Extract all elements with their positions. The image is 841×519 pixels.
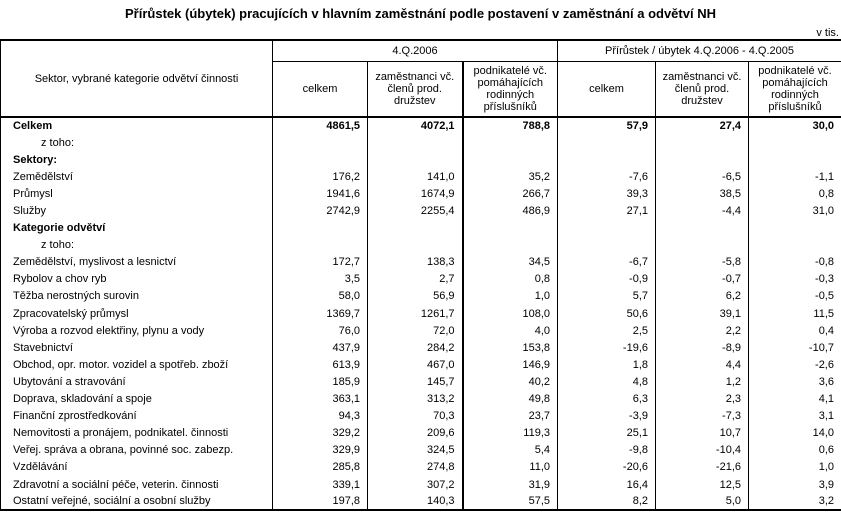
cell-value: 5,7 bbox=[558, 288, 656, 305]
cell-value: 1,2 bbox=[656, 373, 749, 390]
cell-value: 339,1 bbox=[273, 476, 368, 493]
row-label: Služby bbox=[13, 205, 47, 218]
cell-value: 613,9 bbox=[273, 356, 368, 373]
cell-value: 274,8 bbox=[368, 459, 463, 476]
table-row bbox=[1, 151, 841, 168]
table-row bbox=[1, 391, 841, 408]
cell-value bbox=[273, 134, 368, 151]
cell-value: 23,7 bbox=[463, 408, 558, 425]
cell-value: 56,9 bbox=[368, 288, 463, 305]
table-row bbox=[1, 288, 841, 305]
cell-value: -21,6 bbox=[656, 459, 749, 476]
cell-value bbox=[656, 220, 749, 237]
cell-value: 140,3 bbox=[368, 493, 463, 510]
row-header-cell: Sektor, vybrané kategorie odvětví činnosti bbox=[1, 40, 273, 117]
cell-value: 27,4 bbox=[656, 117, 749, 134]
cell-value: 138,3 bbox=[368, 254, 463, 271]
cell-value: 25,1 bbox=[558, 425, 656, 442]
cell-value: 5,4 bbox=[463, 442, 558, 459]
cell-value: 57,5 bbox=[463, 493, 558, 510]
cell-value: 176,2 bbox=[273, 168, 368, 185]
cell-value: 486,9 bbox=[463, 202, 558, 219]
cell-value: 39,3 bbox=[558, 185, 656, 202]
cell-value: 94,3 bbox=[273, 408, 368, 425]
table-row bbox=[1, 322, 841, 339]
table-row bbox=[1, 254, 841, 271]
cell-value: -19,6 bbox=[558, 339, 656, 356]
cell-value bbox=[558, 134, 656, 151]
cell-value bbox=[558, 151, 656, 168]
row-label: Veřej. správa a obrana, povinné soc. zabezp. bbox=[13, 444, 234, 457]
row-label: Zemědělství bbox=[13, 170, 73, 183]
cell-value: -20,6 bbox=[558, 459, 656, 476]
cell-value bbox=[656, 134, 749, 151]
row-label: z toho: bbox=[41, 136, 75, 149]
cell-value bbox=[749, 220, 841, 237]
unit-note: v tis. bbox=[816, 27, 839, 39]
row-label: z toho: bbox=[41, 239, 75, 252]
row-label: Ostatní veřejné, sociální a osobní služby bbox=[13, 495, 211, 508]
cell-value: 1261,7 bbox=[368, 305, 463, 322]
table-body bbox=[1, 117, 841, 510]
cell-value: 788,8 bbox=[463, 117, 558, 134]
cell-value: -10,4 bbox=[656, 442, 749, 459]
cell-value: 119,3 bbox=[463, 425, 558, 442]
cell-value: 329,9 bbox=[273, 442, 368, 459]
cell-value: -0,3 bbox=[749, 271, 841, 288]
cell-value: 3,2 bbox=[749, 493, 841, 510]
cell-value bbox=[368, 220, 463, 237]
cell-value: 141,0 bbox=[368, 168, 463, 185]
row-label: Těžba nerostných surovin bbox=[13, 290, 139, 303]
cell-value: 2,2 bbox=[656, 322, 749, 339]
cell-value bbox=[558, 220, 656, 237]
cell-value bbox=[273, 151, 368, 168]
cell-value: 5,0 bbox=[656, 493, 749, 510]
cell-value: 467,0 bbox=[368, 356, 463, 373]
cell-value: 307,2 bbox=[368, 476, 463, 493]
table-header bbox=[1, 40, 841, 117]
row-label: Zpracovatelský průmysl bbox=[13, 307, 129, 320]
cell-value bbox=[749, 134, 841, 151]
row-label: Nemovitosti a pronájem, podnikatel. činnosti bbox=[13, 427, 229, 440]
cell-value: -7,6 bbox=[558, 168, 656, 185]
cell-value: 4861,5 bbox=[273, 117, 368, 134]
table-row bbox=[1, 476, 841, 493]
table-row bbox=[1, 220, 841, 237]
cell-value: 1,0 bbox=[749, 459, 841, 476]
cell-value: 0,6 bbox=[749, 442, 841, 459]
cell-value: 0,8 bbox=[463, 271, 558, 288]
sub-header-total: celkem bbox=[558, 61, 656, 117]
cell-value: 1,8 bbox=[558, 356, 656, 373]
cell-value: -7,3 bbox=[656, 408, 749, 425]
cell-value: -0,9 bbox=[558, 271, 656, 288]
cell-value: -10,7 bbox=[749, 339, 841, 356]
row-label: Doprava, skladování a spoje bbox=[13, 393, 152, 406]
page-title: Přírůstek (úbytek) pracujících v hlavním zaměstnání podle postavení v zaměstnání a odvětví NH bbox=[125, 6, 716, 21]
row-label: Finanční zprostředkování bbox=[13, 410, 137, 423]
cell-value bbox=[749, 151, 841, 168]
table-row bbox=[1, 202, 841, 219]
table-row bbox=[1, 168, 841, 185]
cell-value: 76,0 bbox=[273, 322, 368, 339]
cell-value: 324,5 bbox=[368, 442, 463, 459]
cell-value: 1369,7 bbox=[273, 305, 368, 322]
cell-value: 313,2 bbox=[368, 391, 463, 408]
row-label: Sektory: bbox=[13, 153, 58, 166]
cell-value: -9,8 bbox=[558, 442, 656, 459]
cell-value: 0,4 bbox=[749, 322, 841, 339]
cell-value: 31,9 bbox=[463, 476, 558, 493]
cell-value: -3,9 bbox=[558, 408, 656, 425]
group-header-change: Přírůstek / úbytek 4.Q.2006 - 4.Q.2005 bbox=[558, 40, 841, 61]
cell-value: 2255,4 bbox=[368, 202, 463, 219]
cell-value: 146,9 bbox=[463, 356, 558, 373]
cell-value: 6,2 bbox=[656, 288, 749, 305]
cell-value: 2,3 bbox=[656, 391, 749, 408]
cell-value: -8,9 bbox=[656, 339, 749, 356]
table-row bbox=[1, 425, 841, 442]
cell-value bbox=[368, 151, 463, 168]
row-label: Kategorie odvětví bbox=[13, 222, 106, 235]
cell-value: 363,1 bbox=[273, 391, 368, 408]
cell-value: -1,1 bbox=[749, 168, 841, 185]
table-row bbox=[1, 271, 841, 288]
table-row bbox=[1, 237, 841, 254]
row-label: Průmysl bbox=[13, 187, 53, 200]
cell-value bbox=[558, 237, 656, 254]
cell-value: 8,2 bbox=[558, 493, 656, 510]
row-label: Rybolov a chov ryb bbox=[13, 273, 107, 286]
cell-value: 0,8 bbox=[749, 185, 841, 202]
cell-value: 10,7 bbox=[656, 425, 749, 442]
cell-value: 39,1 bbox=[656, 305, 749, 322]
cell-value bbox=[463, 151, 558, 168]
table-row bbox=[1, 442, 841, 459]
cell-value: 2,7 bbox=[368, 271, 463, 288]
cell-value: 40,2 bbox=[463, 373, 558, 390]
data-table bbox=[0, 39, 841, 511]
cell-value: 16,4 bbox=[558, 476, 656, 493]
cell-value: 6,3 bbox=[558, 391, 656, 408]
sub-header-entrepreneurs: podnikatelé vč. pomáhajících rodinných příslušníků bbox=[749, 61, 841, 117]
cell-value: 285,8 bbox=[273, 459, 368, 476]
cell-value: 1941,6 bbox=[273, 185, 368, 202]
cell-value: -0,8 bbox=[749, 254, 841, 271]
cell-value: 27,1 bbox=[558, 202, 656, 219]
cell-value bbox=[368, 237, 463, 254]
cell-value: 12,5 bbox=[656, 476, 749, 493]
cell-value: 209,6 bbox=[368, 425, 463, 442]
cell-value bbox=[463, 220, 558, 237]
cell-value: -4,4 bbox=[656, 202, 749, 219]
cell-value: 50,6 bbox=[558, 305, 656, 322]
cell-value: 11,0 bbox=[463, 459, 558, 476]
row-label: Obchod, opr. motor. vozidel a spotřeb. zboží bbox=[13, 358, 229, 371]
cell-value: 57,9 bbox=[558, 117, 656, 134]
cell-value bbox=[273, 220, 368, 237]
cell-value: 30,0 bbox=[749, 117, 841, 134]
group-header-row bbox=[1, 40, 841, 61]
cell-value: -6,7 bbox=[558, 254, 656, 271]
sub-header-total: celkem bbox=[273, 61, 368, 117]
row-label: Vzdělávání bbox=[13, 461, 68, 474]
cell-value: 1674,9 bbox=[368, 185, 463, 202]
cell-value: 3,5 bbox=[273, 271, 368, 288]
cell-value: 4,1 bbox=[749, 391, 841, 408]
cell-value: -5,8 bbox=[656, 254, 749, 271]
cell-value: -2,6 bbox=[749, 356, 841, 373]
cell-value bbox=[368, 134, 463, 151]
cell-value: -0,7 bbox=[656, 271, 749, 288]
cell-value: 49,8 bbox=[463, 391, 558, 408]
row-label: Ubytování a stravování bbox=[13, 375, 126, 388]
cell-value: 4,4 bbox=[656, 356, 749, 373]
cell-value: 4,8 bbox=[558, 373, 656, 390]
row-label: Celkem bbox=[13, 120, 53, 133]
table-row bbox=[1, 117, 841, 134]
cell-value bbox=[656, 237, 749, 254]
cell-value: 31,0 bbox=[749, 202, 841, 219]
table-row bbox=[1, 305, 841, 322]
cell-value: 437,9 bbox=[273, 339, 368, 356]
cell-value: 1,0 bbox=[463, 288, 558, 305]
cell-value: 3,9 bbox=[749, 476, 841, 493]
cell-value: 11,5 bbox=[749, 305, 841, 322]
table-row bbox=[1, 408, 841, 425]
cell-value: 34,5 bbox=[463, 254, 558, 271]
cell-value: 38,5 bbox=[656, 185, 749, 202]
cell-value bbox=[656, 151, 749, 168]
cell-value bbox=[463, 237, 558, 254]
cell-value: 266,7 bbox=[463, 185, 558, 202]
cell-value: 35,2 bbox=[463, 168, 558, 185]
cell-value: -6,5 bbox=[656, 168, 749, 185]
cell-value: 2742,9 bbox=[273, 202, 368, 219]
sub-header-employees: zaměstnanci vč. členů prod. družstev bbox=[656, 61, 749, 117]
cell-value: -0,5 bbox=[749, 288, 841, 305]
cell-value: 14,0 bbox=[749, 425, 841, 442]
table-row bbox=[1, 373, 841, 390]
table-row bbox=[1, 185, 841, 202]
cell-value bbox=[749, 237, 841, 254]
sub-header-entrepreneurs: podnikatelé vč. pomáhajících rodinných příslušníků bbox=[463, 61, 558, 117]
cell-value: 4,0 bbox=[463, 322, 558, 339]
table-row bbox=[1, 459, 841, 476]
cell-value: 72,0 bbox=[368, 322, 463, 339]
table-row bbox=[1, 134, 841, 151]
table-row bbox=[1, 339, 841, 356]
cell-value: 172,7 bbox=[273, 254, 368, 271]
cell-value bbox=[273, 237, 368, 254]
table-row bbox=[1, 493, 841, 510]
cell-value: 2,5 bbox=[558, 322, 656, 339]
table-row bbox=[1, 356, 841, 373]
cell-value: 58,0 bbox=[273, 288, 368, 305]
row-label: Stavebnictví bbox=[13, 341, 73, 354]
cell-value bbox=[463, 134, 558, 151]
group-header-current-quarter: 4.Q.2006 bbox=[273, 40, 558, 61]
sub-header-employees: zaměstnanci vč. členů prod. družstev bbox=[368, 61, 463, 117]
cell-value: 145,7 bbox=[368, 373, 463, 390]
cell-value: 185,9 bbox=[273, 373, 368, 390]
row-label: Zdravotní a sociální péče, veterin. činnosti bbox=[13, 478, 219, 491]
cell-value: 4072,1 bbox=[368, 117, 463, 134]
cell-value: 197,8 bbox=[273, 493, 368, 510]
cell-value: 3,6 bbox=[749, 373, 841, 390]
cell-value: 108,0 bbox=[463, 305, 558, 322]
row-label: Výroba a rozvod elektřiny, plynu a vody bbox=[13, 324, 205, 337]
cell-value: 284,2 bbox=[368, 339, 463, 356]
cell-value: 70,3 bbox=[368, 408, 463, 425]
cell-value: 153,8 bbox=[463, 339, 558, 356]
cell-value: 329,2 bbox=[273, 425, 368, 442]
cell-value: 3,1 bbox=[749, 408, 841, 425]
row-label: Zemědělství, myslivost a lesnictví bbox=[13, 256, 177, 269]
